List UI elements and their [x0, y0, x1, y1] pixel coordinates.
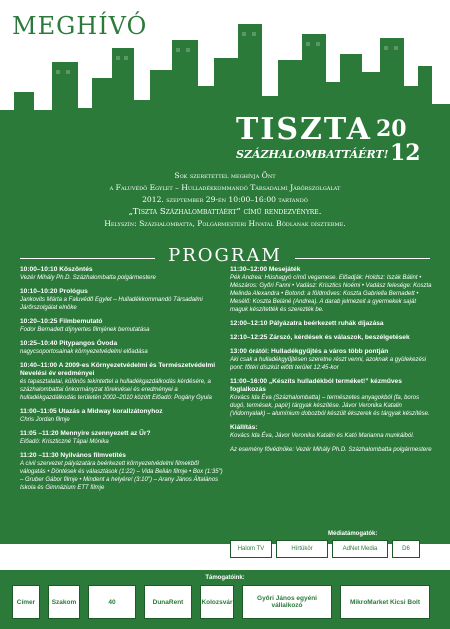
program-item [20, 288, 225, 312]
sponsor-logo: 40 [88, 585, 136, 619]
program-item-time: 10:25–10:40 Pitypangos Óvoda [20, 340, 118, 347]
program-item [20, 430, 225, 446]
program-item-time: 13:00 órától: Hulladékgyűjtés a város több pontján [230, 348, 389, 355]
intro-line: a Faluvédő Egylet – Hulladékkommandó Társadalmi Járőrszolgálat [109, 183, 341, 192]
sponsor-logo: Címer [12, 585, 40, 619]
program-item [230, 446, 435, 454]
program-item-time: 10:10–10:20 Prológus [20, 288, 88, 295]
program-item-desc: és tapasztalatai, különös tekintettel a hulladékgazdálkodás kérdésére, a százhalombattai önkormányzat törekvései és eredményei a hulladékgazdálkodás területén 2002–2010 között Előadó: Pogány Gyula [20, 379, 212, 401]
program-item-desc: Aki csak a hulladékgyűjtésen szeretne részt venni, azoknak a gyülekezési pont: főtéri díszkút előtti terület 12:45-kor [230, 357, 427, 371]
program-item [20, 266, 225, 282]
program-item-time: 11:20 –11:30 Nyilvános filmvetítés [20, 452, 126, 459]
media-logo: D6 [392, 540, 420, 558]
program-item [230, 378, 435, 418]
media-logo: Halom TV [230, 540, 272, 558]
intro-line: „Tiszta Százhalombattáért” című rendezvényre. [128, 207, 322, 217]
program-item-time: Kiállítás: [230, 424, 258, 431]
sponsors-label: Támogatóink: [205, 575, 245, 581]
event-brand: TISZTA [236, 112, 372, 147]
program-item-desc: Chris Jordan filmje [20, 417, 70, 423]
program-item-desc: Kovács Ida Éva (Százhalombatta) – természetes anyagokból (fa, boros dugó, termések, papír) tárgyak készítése. Jávor Veronika Katalin (Vidornyalak) – alumínium dobozból készült ékszerek és tárgyak készítése. [230, 395, 430, 417]
program-item-time: 10:40–11:00 A 2009-es Környezetvédelmi és Természetvédelmi Nevelési év eredményei [20, 362, 216, 377]
program-left-column [20, 266, 225, 498]
program-item [230, 334, 435, 342]
program-item-time: 11:00–11:05 Utazás a Midway korallzátonyhoz [20, 408, 163, 415]
program-item [230, 348, 435, 372]
program-item-desc: nagycsoportosainak környezetvédelmi előadása [20, 349, 148, 355]
program-item-desc: Fodor Bernadett díjnyertes filmjének bemutatása [20, 327, 150, 333]
program-item-time: 12:00–12:10 Pályázatra beérkezett ruhák díjazása [230, 320, 384, 327]
page-title: MEGHÍVÓ [12, 12, 148, 40]
media-label: Médiatámogatók: [328, 531, 378, 537]
media-logo: Hírtükör [276, 540, 328, 558]
program-item-desc: Az esemény fővédnöke: Vezér Mihály Ph.D. Százhalombatta polgármestere [230, 447, 432, 453]
program-item-time: 11:00–16:00 „Készíts hulladékból terméket!” kézműves foglalkozás [230, 378, 402, 393]
program-item-time: 11:30–12:00 Mesejáték [230, 266, 301, 273]
program-item-desc: Vezér Mihály Ph.D. Százhalombatta polgármestere [20, 275, 156, 281]
media-logos [230, 539, 440, 559]
event-year [362, 112, 432, 170]
sponsor-logo: Szakom [48, 585, 80, 619]
sponsor-logos [12, 582, 438, 622]
program-item-time: 10:00–10:10 Köszöntés [20, 266, 93, 273]
program-item [20, 340, 225, 356]
program-title: PROGRAM [168, 245, 282, 266]
program-item-desc: Előadó: Kriszticzné Tápai Mónika [20, 439, 109, 445]
sponsor-logo: Győri János egyéni vállalkozó [242, 585, 332, 619]
intro-line: Helyszín: Százhalombatta, Polgármesteri Hivatal Bödlanak díszterme. [104, 219, 346, 228]
program-item-desc: Jankovits Márta a Faluvédő Egylet – Hulladékkommandó Társadalmi Járőrszolgálat elnöke [20, 297, 203, 311]
media-logo: AdNet Media [332, 540, 388, 558]
program-item-desc: Kovács Ida Éva, Jávor Veronika Katalin és Kató Marianna munkáiból. [230, 433, 415, 439]
program-item-time: 10:20–10:25 Filmbemutató [20, 318, 103, 325]
year-top: 20 [376, 116, 407, 142]
year-bottom: 12 [390, 140, 421, 166]
program-item-time: 11:05 –11:20 Mennyire szennyezett az Űr? [20, 430, 151, 437]
program-item [20, 318, 225, 334]
invitation-intro [20, 170, 430, 230]
sponsor-logo: MikroMarket Kicsi Bolt [340, 585, 430, 619]
intro-line: Sok szeretettel meghívja Önt [174, 171, 276, 180]
program-item-time: 12:10–12:25 Zárszó, kérdések és válaszok, beszélgetések [230, 334, 410, 341]
program-item [20, 408, 225, 424]
program-item-desc: A civil szervezet pályázatára beérkezett környezetvédelmi filmekből válogatás • Döntések és választások (1:22) – Vida Belián filmje • Box (1:35″) – Gruber Gábor filmje • Mindent a helyére! (3:10″) – Arany János Általános Iskola és Gimnázium ETT filmje [20, 461, 223, 491]
program-item [230, 266, 435, 314]
program-item [20, 362, 225, 402]
event-subbrand: SZÁZHALOMBATTÁÉRT! [236, 148, 389, 161]
sponsor-logo: Kolozsvár [200, 585, 234, 619]
program-right-column [230, 266, 435, 460]
intro-line: 2012. szeptember 29-én 10:00–16:00 tartandó [142, 195, 308, 204]
program-item [20, 452, 225, 492]
program-item [230, 424, 435, 440]
sponsor-logo: DunaRent [144, 585, 192, 619]
program-item [230, 320, 435, 328]
program-item-desc: Pék Andrea: Húshagyó című vegamese. Előadják: Holdsz: Iszák Bálint • Mészáros: Győri Fanni • Vadász: Krisztics Noémi • Vadász felesége: Koszta Melinda Alexandra • Botond: a földműves: Koszta Gabriella Bernadett • Mesélő: Koszta Beláné (Andrea). A darab jelmezeit a gyermekek saját maguk készítették és szerezték be. [230, 275, 432, 313]
